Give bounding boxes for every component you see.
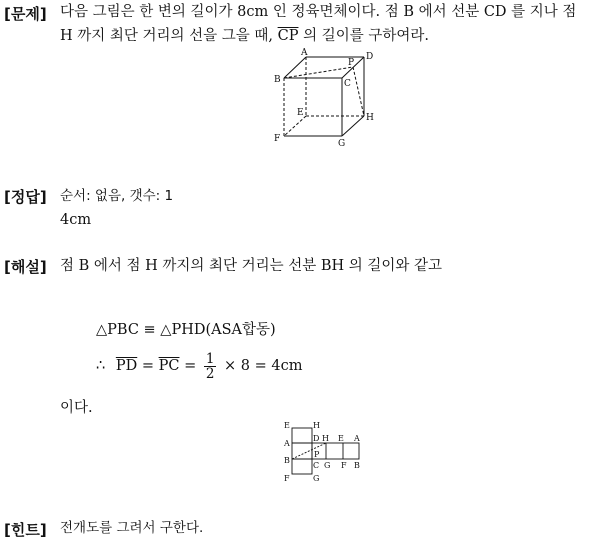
net-path-bh	[292, 443, 326, 459]
answer-line-1: 순서: 없음, 갯수: 1	[60, 188, 174, 204]
net-figure	[281, 419, 366, 485]
net-label-h1: H	[313, 421, 320, 430]
fraction-denominator: 2	[205, 365, 215, 382]
explanation-eq-2	[96, 348, 303, 384]
net-label-b1: B	[284, 456, 290, 465]
therefore-symbol: ∴	[96, 358, 106, 374]
problem-line-2	[60, 26, 429, 46]
segment-pc: $\overline{PC}$	[158, 358, 180, 374]
edge-ab	[284, 57, 306, 78]
cube-figure	[268, 48, 383, 152]
explanation-line-end: 이다.	[60, 400, 93, 416]
net-label-a1: A	[284, 439, 290, 448]
net-label-c: C	[313, 461, 320, 470]
explanation-eq-1: △PBC ≡ △PHD(ASA합동)	[96, 322, 276, 338]
problem-line-1: 다음 그림은 한 변의 길이가 8cm 인 정육면체이다. 점 B 에서 선분 CD 를 지나 점	[60, 4, 577, 20]
cube-label-b: B	[274, 75, 281, 85]
cube-label-d: D	[366, 52, 374, 62]
hint-line-1: 전개도를 그려서 구한다.	[60, 520, 204, 536]
equals-2: =	[184, 358, 197, 374]
cube-label-g: G	[338, 139, 346, 149]
net-label-f2: F	[284, 474, 290, 483]
net-label-a2: A	[354, 434, 360, 443]
net-label-g2: G	[313, 474, 320, 483]
equals-1: =	[141, 358, 154, 374]
net-label-p: P	[314, 450, 320, 459]
explanation-line-1: 점 B 에서 점 H 까지의 최단 거리는 선분 BH 의 길이와 같고	[60, 258, 443, 274]
net-label-b2: B	[354, 461, 360, 470]
answer-line-2: 4cm	[60, 212, 92, 228]
net-label-h2: H	[322, 434, 329, 443]
edge-ef	[284, 116, 306, 136]
net-label-e2: E	[338, 434, 344, 443]
net-label-g1: G	[324, 461, 331, 470]
fraction-numerator: 1	[205, 350, 215, 367]
edge-hg	[342, 116, 364, 136]
cube-label-e: E	[297, 108, 304, 118]
cube-label-p: P	[348, 58, 355, 68]
segment-cp: $\overline{CP}$	[277, 28, 299, 44]
problem-line-2-post: 의 길이를 구하여라.	[303, 28, 429, 44]
explanation-label: [해설]	[4, 258, 47, 276]
segment-pd: $\overline{PD}$	[115, 358, 138, 374]
net-label-d: D	[313, 434, 320, 443]
cube-label-a: A	[301, 48, 308, 58]
net-label-e1: E	[284, 421, 290, 430]
problem-label: [문제]	[4, 5, 47, 23]
hint-label: [힌트]	[4, 521, 47, 539]
cube-label-c: C	[344, 79, 351, 89]
eq-2-rest: × 8 = 4cm	[224, 358, 303, 374]
cube-label-f: F	[274, 134, 281, 144]
answer-label: [정답]	[4, 188, 47, 206]
cube-label-h: H	[366, 113, 374, 123]
fraction-half	[204, 352, 217, 381]
net-label-f1: F	[341, 461, 347, 470]
problem-line-2-pre: H 까지 최단 거리의 선을 그을 때,	[60, 28, 273, 44]
path-ph	[353, 67, 364, 116]
